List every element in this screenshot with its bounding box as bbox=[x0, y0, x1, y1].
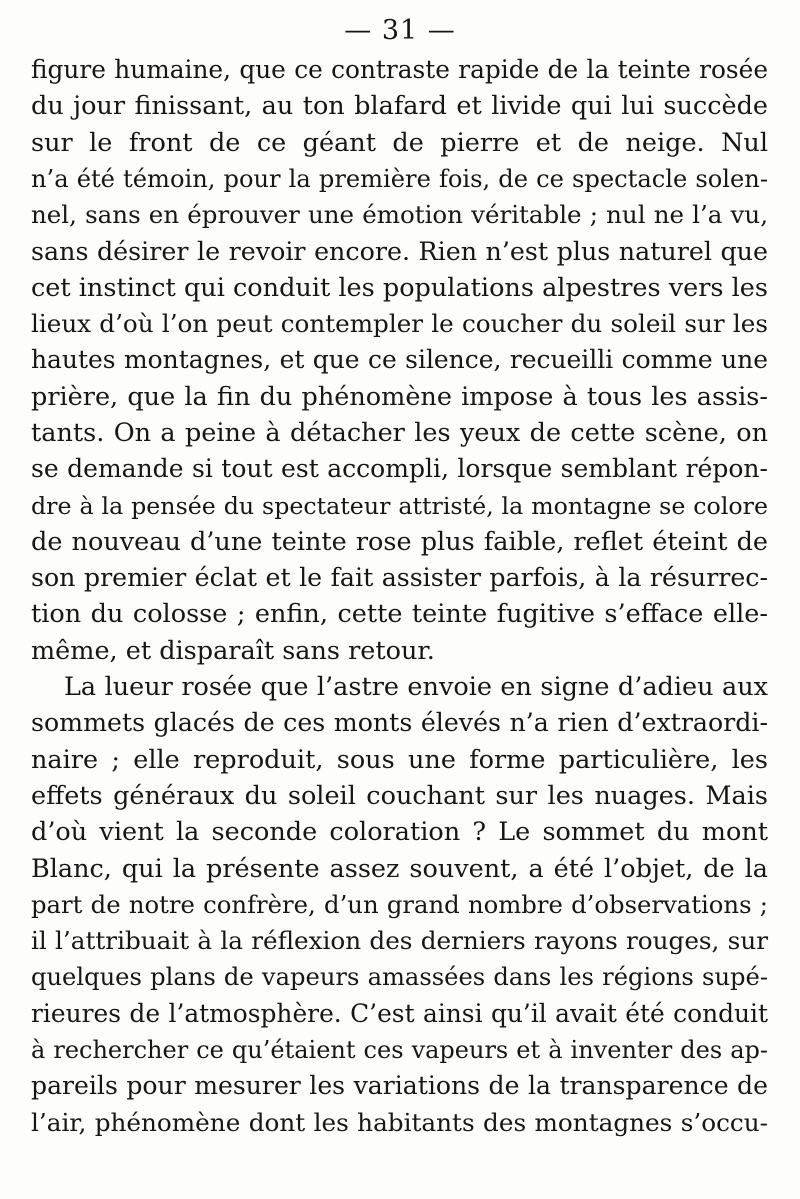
text-line: d’où vient la seconde coloration ? Le sommet du mont bbox=[31, 817, 768, 848]
text-line: prière, que la fin du phénomène impose à tous les assis- bbox=[31, 381, 768, 412]
text-line: il l’attribuait à la réflexion des derniers rayons rouges, sur bbox=[31, 926, 768, 956]
text-line: La lueur rosée que l’astre envoie en signe d’adieu aux bbox=[64, 672, 768, 703]
text-line: quelques plans de vapeurs amassées dans les régions supé- bbox=[31, 963, 768, 992]
text-line: cet instinct qui conduit les populations alpestres vers les bbox=[31, 272, 768, 303]
text-line: pareils pour mesurer les variations de la transparence de bbox=[31, 1071, 768, 1101]
page-number: — 31 — bbox=[344, 15, 456, 46]
text-line: Blanc, qui la présente assez souvent, a été l’objet, de la bbox=[31, 853, 768, 884]
text-line: se demande si tout est accompli, lorsque semblant répon- bbox=[31, 454, 768, 484]
text-line: sur le front de ce géant de pierre et de neige. Nul bbox=[31, 127, 768, 158]
text-line: l’air, phénomène dont les habitants des montagnes s’occu- bbox=[31, 1107, 768, 1137]
text-line: tion du colosse ; enfin, cette teinte fugitive s’efface elle- bbox=[31, 599, 768, 630]
text-line: lieux d’où l’on peut contempler le coucher du soleil sur les bbox=[31, 309, 768, 339]
body-text bbox=[31, 52, 768, 1141]
text-line: dre à la pensée du spectateur attristé, la montagne se colore bbox=[31, 491, 768, 520]
text-line: naire ; elle reproduit, sous une forme particulière, les bbox=[31, 744, 768, 775]
text-line: son premier éclat et le fait assister parfois, à la résurrec- bbox=[31, 563, 768, 593]
text-line: nel, sans en éprouver une émotion véritable ; nul ne l’a vu, bbox=[31, 200, 768, 230]
text-line: figure humaine, que ce contraste rapide de la teinte rosée bbox=[31, 55, 768, 84]
text-line: sommets glacés de ces monts élevés n’a rien d’extraordi- bbox=[31, 708, 768, 738]
text-line: part de notre confrère, d’un grand nombre d’observations ; bbox=[31, 889, 768, 919]
text-line: tants. On a peine à détacher les yeux de cette scène, on bbox=[31, 417, 768, 448]
text-line: n’a été témoin, pour la première fois, de ce spectacle solen- bbox=[31, 164, 768, 193]
text-line: à rechercher ce qu’étaient ces vapeurs et à inventer des ap- bbox=[31, 1036, 768, 1065]
text-line: rieures de l’atmosphère. C’est ainsi qu’il avait été conduit bbox=[31, 998, 768, 1028]
paragraph-1 bbox=[31, 52, 768, 669]
text-line: hautes montagnes, et que ce silence, recueilli comme une bbox=[31, 345, 768, 375]
text-line: de nouveau d’une teinte rose plus faible, reflet éteint de bbox=[31, 526, 768, 557]
text-line: effets généraux du soleil couchant sur les nuages. Mais bbox=[31, 780, 768, 811]
paragraph-2 bbox=[31, 669, 768, 1141]
text-line: sans désirer le revoir encore. Rien n’est plus naturel que bbox=[31, 236, 768, 267]
text-line: du jour finissant, au ton blafard et livide qui lui succède bbox=[31, 91, 768, 122]
text-line: même, et disparaît sans retour. bbox=[31, 635, 435, 666]
